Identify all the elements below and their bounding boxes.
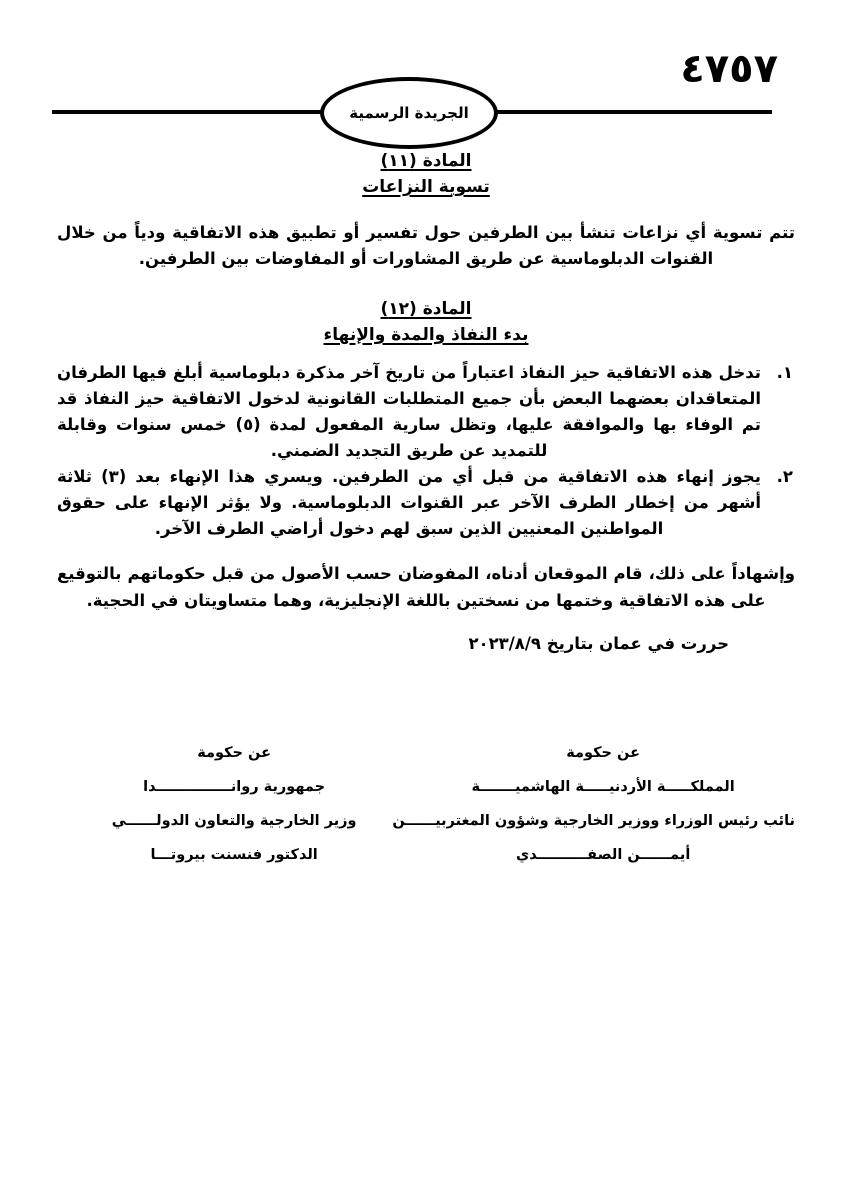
clause-1 xyxy=(57,360,795,464)
article-12-clauses xyxy=(57,360,795,542)
page-number: ٤٧٥٧ xyxy=(680,46,778,92)
article-11-title: المادة (١١) xyxy=(380,151,472,171)
attestation-paragraph: وإشهاداً على ذلك، قام الموقعان أدناه، المفوضان حسب الأصول من قبل حكوماتهم بالتوقيع على هذه الاتفاقية وختمها من نسختين باللغة الإنجليزية، وهما متساويتان في الحجية. xyxy=(57,564,795,610)
jordan-signer-name: أيمــــــن الصفــــــــــدي xyxy=(515,847,691,863)
signature-rwanda xyxy=(57,736,411,872)
signature-blocks xyxy=(57,736,795,872)
clause-2-number: ٢. xyxy=(776,467,793,486)
jordan-on-behalf-label: عن حكومة xyxy=(566,745,640,761)
rwanda-on-behalf-label: عن حكومة xyxy=(197,745,271,761)
gazette-badge xyxy=(320,77,498,149)
article-11-body: تتم تسوية أي نزاعات تنشأ بين الطرفين حول تفسير أو تطبيق هذه الاتفاقية ودياً من خلال القنوات الدبلوماسية عن طريق المشاورات أو المفاوضات بين الطرفين. xyxy=(57,223,795,268)
article-12-title: المادة (١٢) xyxy=(380,299,472,319)
rwanda-country: جمهورية روانـــــــــــــــدا xyxy=(143,779,326,795)
clause-2 xyxy=(57,464,795,542)
clause-1-number: ١. xyxy=(776,363,793,382)
article-11-subtitle: تسوية النزاعات xyxy=(362,177,490,197)
article-12-subtitle: بدء النفاذ والمدة والإنهاء xyxy=(323,325,529,345)
clause-1-text: تدخل هذه الاتفاقية حيز النفاذ اعتباراً من تاريخ آخر مذكرة دبلوماسية أبلغ فيها الطرفان المتعاقدان بعضهما البعض بأن جميع المتطلبات القانونية لدخول الاتفاقية حيز النفاذ قد تم الوفاء بها والموافقة عليها، وتظل سارية المفعول لمدة (٥) خمس سنوات وقابلة للتمديد عن طريق التجديد الضمني. xyxy=(57,363,761,460)
date-line: حررت في عمان بتاريخ ٢٠٢٣/٨/٩ xyxy=(468,633,729,653)
document-body xyxy=(57,148,795,657)
rwanda-signer-title: وزير الخارجية والتعاون الدولــــــي xyxy=(111,813,357,829)
rwanda-signer-name: الدكتور فنسنت بيروتـــا xyxy=(150,847,318,863)
clause-2-text: يجوز إنهاء هذه الاتفاقية من قبل أي من الطرفين. ويسري هذا الإنهاء بعد (٣) ثلاثة أشهر من إخطار الطرف الآخر عبر القنوات الدبلوماسية. ولا يؤثر الإنهاء على حقوق المواطنين المعنيين الذين سبق لهم دخول أراضي الطرف الآخر. xyxy=(57,467,761,538)
jordan-signer-title: نائب رئيس الوزراء ووزير الخارجية وشؤون المغتربيــــــن xyxy=(392,813,795,829)
gazette-badge-label: الجريدة الرسمية xyxy=(349,104,469,122)
jordan-country: المملكـــــة الأردنيـــــة الهاشميـــــــة xyxy=(471,779,735,795)
signature-jordan xyxy=(392,736,795,872)
